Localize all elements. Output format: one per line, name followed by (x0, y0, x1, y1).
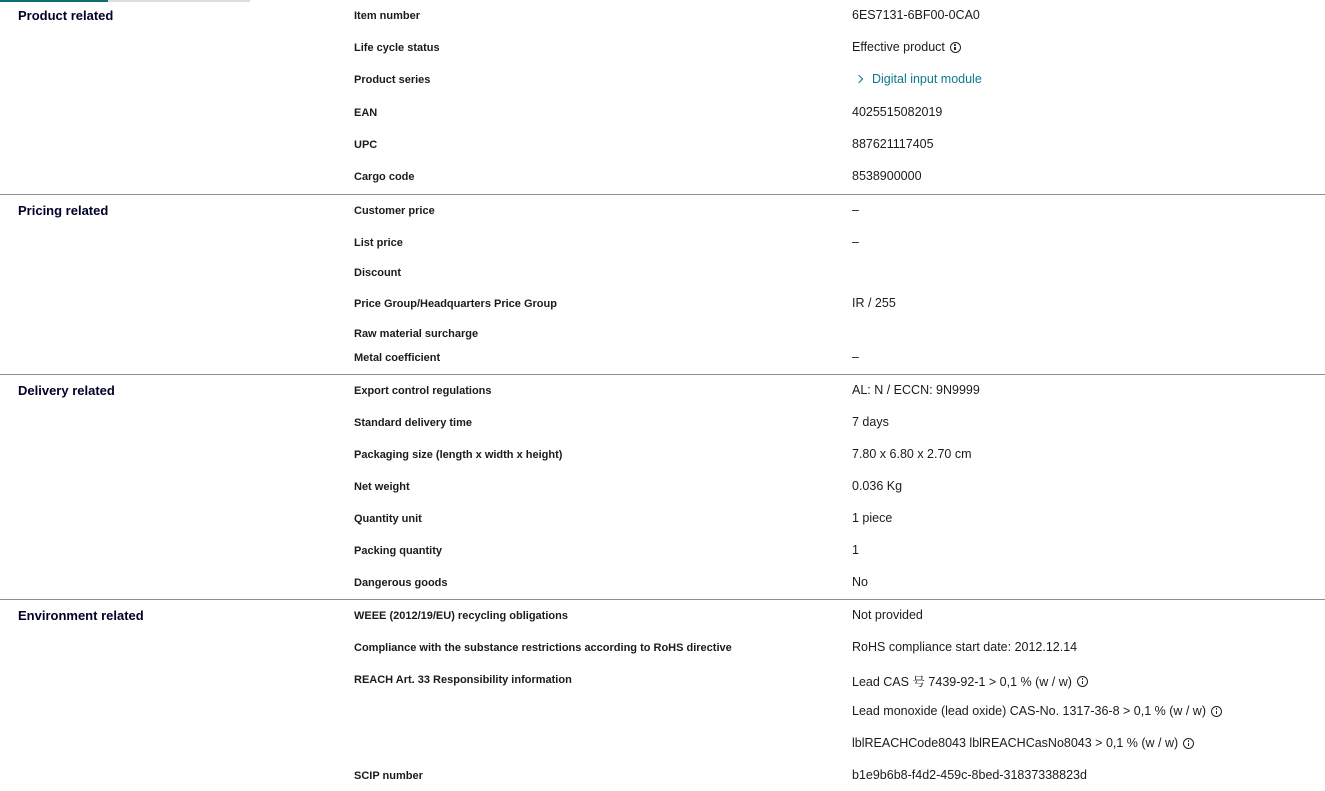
row-label: Packaging size (length x width x height) (354, 449, 563, 461)
row-label: Net weight (354, 481, 410, 493)
row-value: – (852, 235, 859, 249)
row-packaging-size (0, 445, 1325, 469)
row-label: Quantity unit (354, 513, 422, 525)
chevron-right-icon (855, 75, 863, 83)
row-item-number (0, 6, 1325, 30)
row-customer-price (0, 201, 1325, 225)
row-value: – (852, 203, 859, 217)
row-label: Compliance with the substance restrictions according to RoHS directive (354, 642, 732, 654)
row-value-text: Effective product (852, 40, 945, 54)
row-label: Export control regulations (354, 385, 492, 397)
section-title: Delivery related (18, 383, 115, 398)
row-label: Discount (354, 267, 402, 279)
info-icon[interactable] (1211, 706, 1222, 717)
row-list-price (0, 233, 1325, 257)
link-text[interactable]: Digital input module (872, 72, 982, 86)
row-value-with-info (852, 704, 1222, 718)
row-value-text: Lead monoxide (lead oxide) CAS-No. 1317-36-8 > 0,1 % (w / w) (852, 704, 1206, 718)
row-reach-lead-monoxide (0, 702, 1325, 726)
row-value: 887621117405 (852, 137, 934, 151)
row-value-text: Lead CAS 号 7439-92-1 > 0,1 % (w / w) (852, 675, 1072, 689)
row-label: SCIP number (354, 770, 423, 782)
row-label: Cargo code (354, 171, 415, 183)
row-rohs-compliance (0, 638, 1325, 662)
row-value: RoHS compliance start date: 2012.12.14 (852, 640, 1078, 654)
row-price-group (0, 294, 1325, 318)
row-value: 1 (852, 543, 859, 557)
row-value: No (852, 575, 868, 589)
row-label: EAN (354, 107, 378, 119)
row-raw-material-surcharge (0, 324, 1325, 348)
product-series-link[interactable] (852, 72, 982, 86)
info-icon[interactable] (1183, 738, 1194, 749)
row-discount (0, 263, 1325, 287)
row-label: Product series (354, 74, 431, 86)
section-pricing-related (0, 194, 1325, 375)
row-value: 7 days (852, 415, 889, 429)
row-label: Life cycle status (354, 42, 440, 54)
section-title: Product related (18, 8, 114, 23)
row-value-with-info (852, 672, 1088, 690)
row-value: 8538900000 (852, 169, 922, 183)
row-metal-coefficient (0, 348, 1325, 372)
info-icon[interactable] (1077, 676, 1088, 687)
row-ean (0, 103, 1325, 127)
row-value: – (852, 350, 859, 364)
row-label: Packing quantity (354, 545, 443, 557)
row-reach-code-8043 (0, 734, 1325, 758)
row-life-cycle-status (0, 38, 1325, 62)
row-value-text: lblREACHCode8043 lblREACHCasNo8043 > 0,1 % (w / w) (852, 736, 1179, 750)
row-packing-quantity (0, 541, 1325, 565)
section-delivery-related (0, 374, 1325, 600)
row-label: Raw material surcharge (354, 328, 479, 340)
row-label: Standard delivery time (354, 417, 472, 429)
info-icon[interactable] (950, 42, 961, 53)
row-value: 6ES7131-6BF00-0CA0 (852, 8, 980, 22)
row-value: 0.036 Kg (852, 479, 903, 493)
row-label: Price Group/Headquarters Price Group (354, 298, 557, 310)
row-value: 1 piece (852, 511, 893, 525)
row-value-with-info (852, 736, 1194, 750)
row-value-with-info (852, 40, 961, 54)
row-label: REACH Art. 33 Responsibility information (354, 674, 572, 686)
row-label: Metal coefficient (354, 352, 441, 364)
row-value: b1e9b6b8-f4d2-459c-8bed-31837338823d (852, 768, 1087, 782)
row-reach-lead (0, 670, 1325, 694)
row-value: Not provided (852, 608, 923, 622)
row-value: IR / 255 (852, 296, 896, 310)
row-label: UPC (354, 139, 378, 151)
row-scip-number (0, 766, 1325, 790)
row-cargo-code (0, 167, 1325, 191)
row-upc (0, 135, 1325, 159)
row-label: Dangerous goods (354, 577, 448, 589)
row-value: 7.80 x 6.80 x 2.70 cm (852, 447, 972, 461)
row-value: AL: N / ECCN: 9N9999 (852, 383, 980, 397)
row-quantity-unit (0, 509, 1325, 533)
row-label: WEEE (2012/19/EU) recycling obligations (354, 610, 568, 622)
row-value: 4025515082019 (852, 105, 943, 119)
section-title: Environment related (18, 608, 144, 623)
row-export-control (0, 381, 1325, 405)
row-weee (0, 606, 1325, 630)
section-product-related (0, 0, 1325, 194)
row-label: List price (354, 237, 403, 249)
row-product-series (0, 70, 1325, 94)
row-dangerous-goods (0, 573, 1325, 597)
row-label: Customer price (354, 205, 435, 217)
section-title: Pricing related (18, 203, 109, 218)
row-standard-delivery-time (0, 413, 1325, 437)
section-environment-related (0, 599, 1325, 791)
row-net-weight (0, 477, 1325, 501)
row-label: Item number (354, 10, 421, 22)
